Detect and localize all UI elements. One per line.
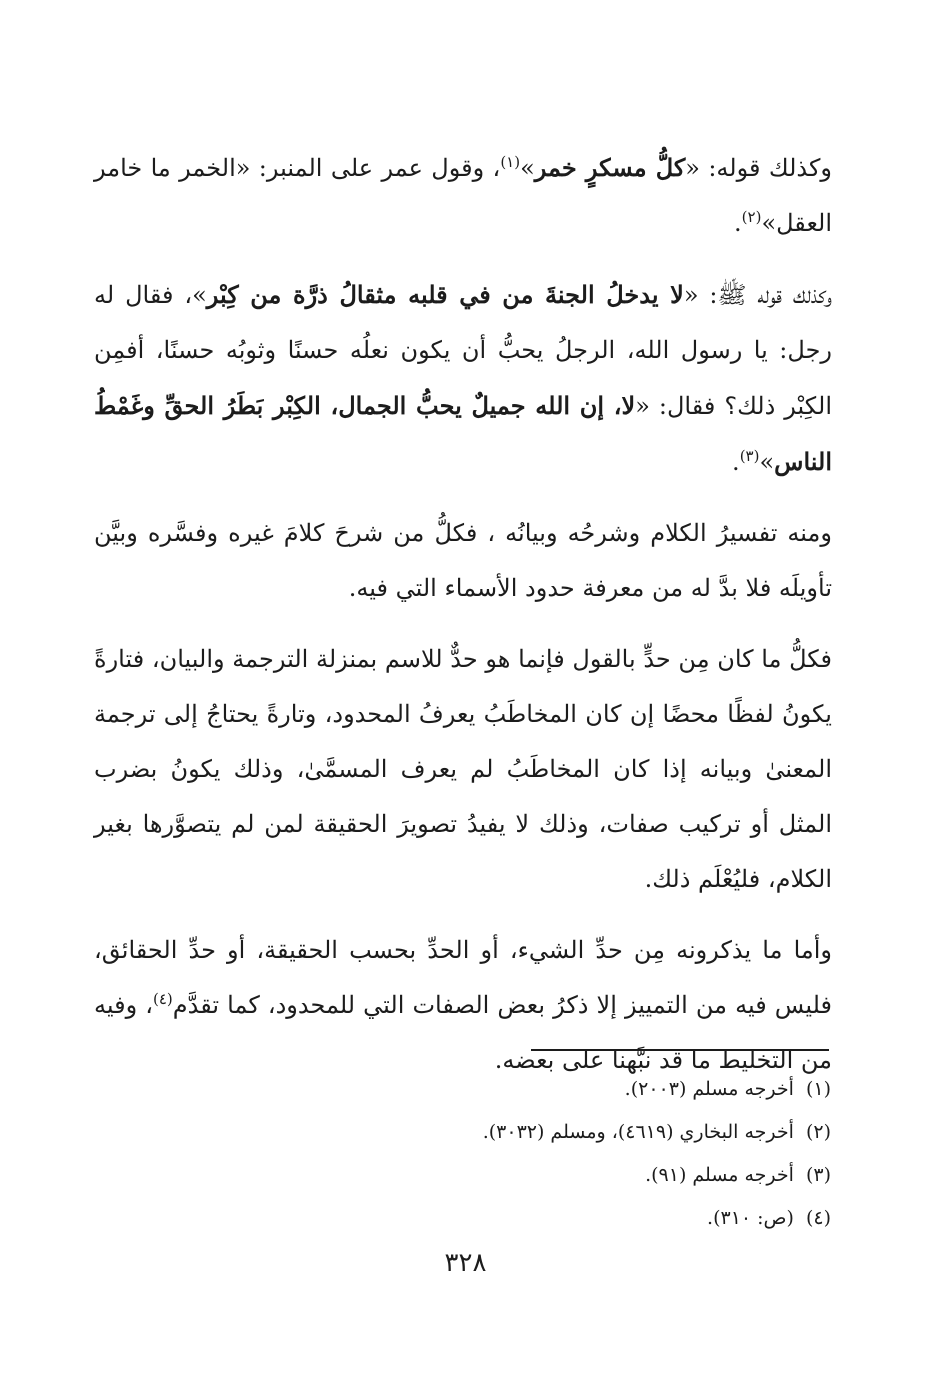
footnote-text: أخرجه مسلم (٩١). bbox=[645, 1164, 794, 1186]
hadith-quote: لا، إن الله جميلٌ يحبُّ الجمال، الكِبْر بَطَرُ الحقِّ وغَمْطُ الناس bbox=[94, 391, 832, 476]
text-segment: وكذلك قوله: « bbox=[685, 154, 833, 182]
footnote-reference: (٣) bbox=[739, 447, 760, 465]
paragraph-4 bbox=[94, 632, 832, 907]
text-segment: وأما ما يذكرونه مِن حدِّ الشيء، أو الحدِّ بحسب الحقيقة، أو حدِّ الحقائق، فليس فيه من التمييز إلا ذكرُ بعض الصفات التي للمحدود، كما تقدَّم bbox=[94, 936, 833, 1019]
text-segment: . bbox=[734, 209, 742, 237]
footnote-3 bbox=[131, 1154, 831, 1197]
hadith-quote: كلُّ مسكرٍ خمر bbox=[534, 153, 686, 182]
footnote-text: (ص: ٣١٠). bbox=[707, 1207, 794, 1229]
footnote-reference: (١) bbox=[500, 153, 521, 171]
footnote-2 bbox=[131, 1111, 831, 1154]
footnote-separator bbox=[531, 1049, 829, 1051]
footnote-reference: (٢) bbox=[741, 208, 762, 226]
footnotes bbox=[131, 1068, 831, 1240]
text-segment: . bbox=[732, 448, 740, 476]
paragraph-2 bbox=[94, 267, 832, 490]
footnote-number: (٤) bbox=[805, 1207, 831, 1229]
text-segment: » bbox=[520, 154, 535, 182]
text-segment: وكذلك قوله ﷺ: « bbox=[683, 281, 833, 309]
hadith-quote: لا يدخلُ الجنةَ من في قلبه مثقالُ ذرَّة من كِبْر bbox=[206, 280, 684, 309]
text-segment: » bbox=[759, 448, 775, 476]
footnote-text: أخرجه البخاري (٤٦١٩)، ومسلم (٣٠٣٢). bbox=[482, 1121, 794, 1143]
text-segment: »، فقال له رجل: يا رسول الله، الرجلُ يحبُّ أن يكون نعلُه حسنًا وثوبُه حسنًا، أفمِن الكِبْر ذلك؟ فقال: « bbox=[94, 281, 832, 420]
paragraph-1 bbox=[94, 140, 832, 251]
footnote-1 bbox=[131, 1068, 831, 1111]
text-segment: ومنه تفسيرُ الكلام وشرحُه وبيانُه ، فكلُّ من شرحَ كلامَ غيره وفسَّره وبيَّن تأويلَه فلا بدَّ له من معرفة حدود الأسماء التي فيه. bbox=[94, 519, 832, 602]
paragraph-3 bbox=[94, 506, 832, 616]
footnote-reference: (٤) bbox=[153, 990, 173, 1008]
footnote-4 bbox=[131, 1197, 831, 1240]
footnote-number: (٢) bbox=[805, 1121, 831, 1143]
footnote-number: (١) bbox=[805, 1078, 831, 1100]
footnote-text: أخرجه مسلم (٢٠٠٣). bbox=[624, 1078, 794, 1100]
page-number: ٣٢٨ bbox=[444, 1248, 487, 1278]
paragraph-5 bbox=[94, 923, 832, 1088]
text-segment: فكلُّ ما كان مِن حدٍّ بالقول فإنما هو حدٌّ للاسم بمنزلة الترجمة والبيان، فتارةً يكونُ لفظًا محضًا إن كان المخاطَبُ يعرفُ المحدود، وتارةً يحتاجُ إلى ترجمة المعنىٰ وبيانه إذا كان المخاطَبُ لم يعرف المسمَّىٰ، وذلك يكونُ بضرب المثل أو تركيب صفات، وذلك لا يفيدُ تصويرَ الحقيقة لمن لم يتصوَّرها بغير الكلام، فليُعْلَم ذلك. bbox=[94, 645, 832, 893]
text-segment: ، وقول عمر على المنبر: «الخمر ما خامر العقل» bbox=[94, 154, 832, 237]
footnote-number: (٣) bbox=[805, 1164, 831, 1186]
text-segment: ، وفيه من التخليط ما قد نبَّهنا على بعضه. bbox=[94, 991, 832, 1074]
main-text bbox=[94, 140, 832, 1104]
